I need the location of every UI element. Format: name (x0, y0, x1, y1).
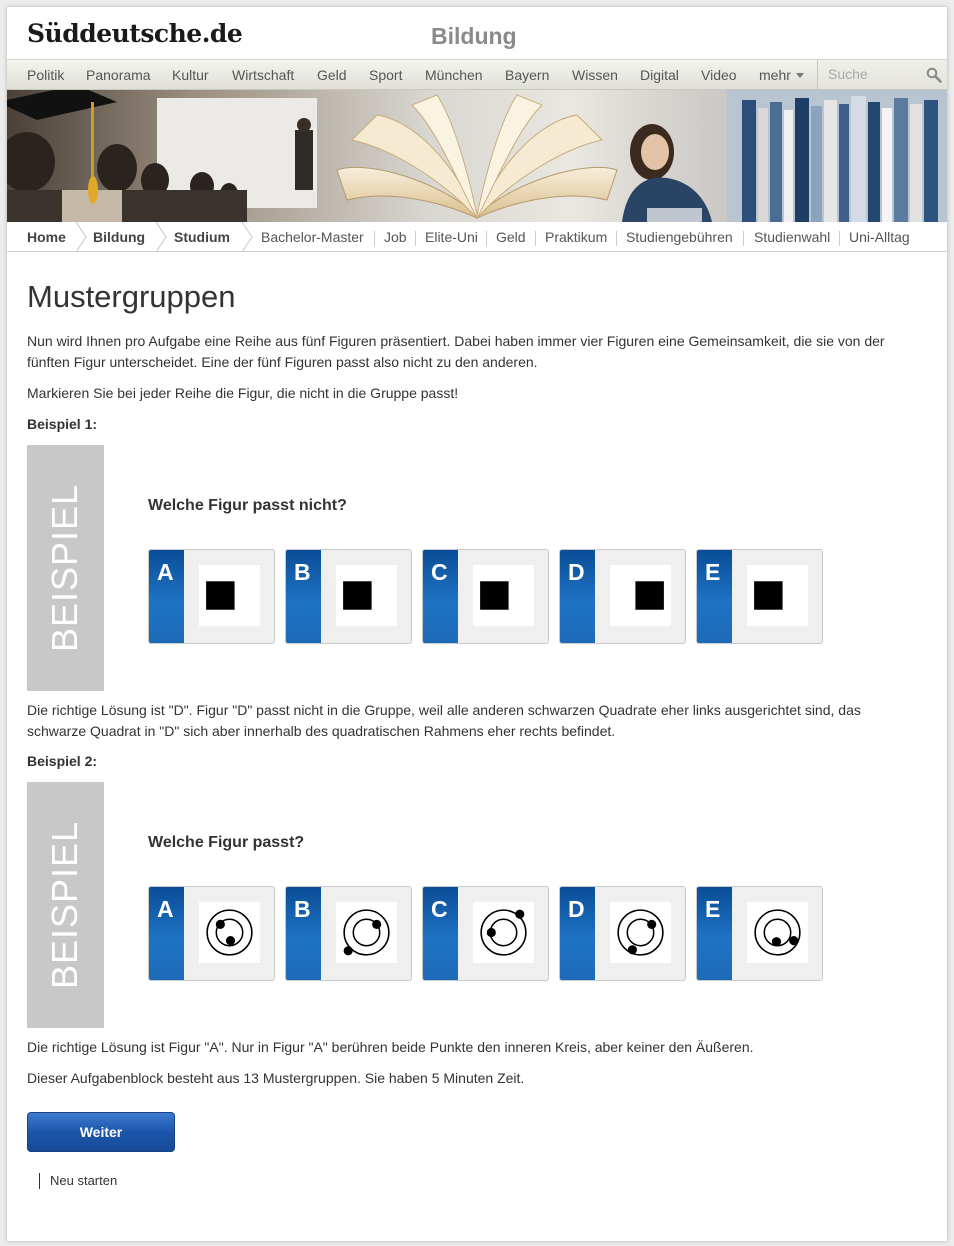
option-letter: E (705, 559, 721, 585)
subnav-divider (535, 231, 536, 246)
page-title: Mustergruppen (27, 279, 236, 314)
option-figure (747, 902, 808, 963)
breadcrumb-separator-icon (75, 222, 87, 252)
option-letter-tab (286, 887, 321, 980)
example1-option-b[interactable] (285, 549, 412, 644)
black-square-in-frame-icon (473, 565, 534, 626)
example1-question: Welche Figur passt nicht? (148, 497, 347, 514)
breadcrumb-home[interactable]: Home (27, 229, 66, 245)
chevron-down-icon (796, 73, 804, 78)
option-letter-tab (423, 887, 458, 980)
subnav-item-elite-uni[interactable]: Elite-Uni (425, 229, 478, 245)
example2-label: Beispiel 2: (27, 753, 98, 769)
nav-item-video[interactable]: Video (701, 67, 737, 83)
option-letter: B (294, 559, 311, 585)
option-figure (473, 565, 534, 626)
sub-nav (7, 222, 947, 252)
two-dots-on-concentric-circles-icon (610, 902, 671, 963)
option-letter: E (705, 896, 721, 922)
subnav-item-uni-alltag[interactable]: Uni-Alltag (849, 229, 910, 245)
example1-label: Beispiel 1: (27, 416, 98, 432)
example1-bar-text: BEISPIEL (44, 483, 85, 653)
option-letter: B (294, 896, 311, 922)
option-figure (610, 565, 671, 626)
option-letter: A (157, 896, 174, 922)
subnav-item-geld[interactable]: Geld (496, 229, 526, 245)
option-letter-tab (149, 887, 184, 980)
example1-option-e[interactable] (696, 549, 823, 644)
main-nav (7, 59, 947, 90)
example2-solution: Die richtige Lösung ist Figur "A". Nur in Figur "A" berühren beide Punkte den inneren Kreis, aber keiner den Äußeren. (27, 1039, 754, 1055)
example2-option-d[interactable] (559, 886, 686, 981)
option-letter: A (157, 559, 174, 585)
nav-item-kultur[interactable]: Kultur (172, 67, 209, 83)
option-figure (199, 565, 260, 626)
subnav-item-studienwahl[interactable]: Studienwahl (754, 229, 831, 245)
example1-block (27, 445, 827, 691)
option-letter: C (431, 896, 448, 922)
option-letter-tab (149, 550, 184, 643)
subnav-divider (486, 231, 487, 246)
nav-item-panorama[interactable]: Panorama (86, 67, 151, 83)
search-input[interactable] (828, 66, 918, 82)
subnav-divider (415, 231, 416, 246)
nav-item-muenchen[interactable]: München (425, 67, 483, 83)
restart-link[interactable]: Neu starten (39, 1173, 117, 1189)
subnav-divider (374, 231, 375, 246)
example1-solution: Die richtige Lösung ist "D". Figur "D" passt nicht in die Gruppe, weil alle anderen schwarzen Quadrate eher links ausgerichtet sind, das schwarze Quadrat in "D" sich aber innerhalb des quadratischen Rahmens eher rechts befindet. (27, 702, 861, 739)
option-figure (473, 902, 534, 963)
example2-bar-text: BEISPIEL (44, 820, 85, 990)
black-square-in-frame-icon (336, 565, 397, 626)
intro-text: Nun wird Ihnen pro Aufgabe eine Reihe aus fünf Figuren präsentiert. Dabei haben immer vier Figuren eine Gemeinsamkeit, die sie von der fünften Figur unterscheidet. Eine der fünf Figuren passt also nicht zu den anderen. (27, 333, 885, 370)
option-letter-tab (697, 887, 732, 980)
nav-item-wissen[interactable]: Wissen (572, 67, 618, 83)
search-icon[interactable] (926, 67, 942, 83)
nav-item-mehr[interactable] (759, 67, 804, 83)
option-letter: C (431, 559, 448, 585)
two-dots-on-concentric-circles-icon (199, 902, 260, 963)
option-figure (610, 902, 671, 963)
example1-option-d[interactable] (559, 549, 686, 644)
example2-question: Welche Figur passt? (148, 834, 305, 851)
nav-item-geld[interactable]: Geld (317, 67, 347, 83)
example1-option-a[interactable] (148, 549, 275, 644)
header-banner-image (7, 90, 947, 222)
two-dots-on-concentric-circles-icon (747, 902, 808, 963)
black-square-in-frame-icon (610, 565, 671, 626)
site-header (7, 7, 947, 59)
option-letter-tab (697, 550, 732, 643)
page-frame (7, 7, 947, 1241)
option-figure (336, 902, 397, 963)
two-dots-on-concentric-circles-icon (473, 902, 534, 963)
nav-item-politik[interactable]: Politik (27, 67, 65, 83)
subnav-divider (743, 231, 744, 246)
two-dots-on-concentric-circles-icon (336, 902, 397, 963)
subnav-item-studiengebuehren[interactable]: Studiengebühren (626, 229, 733, 245)
option-figure (199, 902, 260, 963)
option-figure (747, 565, 808, 626)
subnav-item-praktikum[interactable]: Praktikum (545, 229, 608, 245)
instruction-text: Markieren Sie bei jeder Reihe die Figur, die nicht in die Gruppe passt! (27, 385, 459, 401)
nav-item-wirtschaft[interactable]: Wirtschaft (232, 67, 295, 83)
example2-option-c[interactable] (422, 886, 549, 981)
option-letter-tab (560, 887, 595, 980)
subnav-divider (616, 231, 617, 246)
option-letter: D (568, 896, 585, 922)
option-letter: D (568, 559, 585, 585)
example2-side-bar (27, 782, 104, 1028)
option-letter-tab (286, 550, 321, 643)
weiter-button[interactable]: Weiter (27, 1112, 175, 1152)
option-letter-tab (423, 550, 458, 643)
search-box (817, 60, 947, 89)
subnav-item-bachelor-master[interactable]: Bachelor-Master (261, 229, 364, 245)
breadcrumb-separator-icon (155, 222, 167, 252)
nav-item-sport[interactable]: Sport (369, 67, 403, 83)
black-square-in-frame-icon (199, 565, 260, 626)
breadcrumb-studium[interactable]: Studium (174, 229, 230, 245)
section-title[interactable]: Bildung (431, 23, 517, 49)
nav-item-bayern[interactable]: Bayern (505, 67, 550, 83)
breadcrumb-separator-icon (241, 222, 253, 252)
option-figure (336, 565, 397, 626)
option-letter-tab (560, 550, 595, 643)
example1-option-c[interactable] (422, 549, 549, 644)
nav-mehr-label: mehr (759, 67, 791, 83)
example2-option-a[interactable] (148, 886, 275, 981)
nav-item-digital[interactable]: Digital (640, 67, 679, 83)
breadcrumb-bildung[interactable]: Bildung (93, 229, 146, 245)
example1-side-bar (27, 445, 104, 691)
info-text: Dieser Aufgabenblock besteht aus 13 Mustergruppen. Sie haben 5 Minuten Zeit. (27, 1070, 525, 1086)
example2-option-b[interactable] (285, 886, 412, 981)
example2-block (27, 782, 827, 1028)
example2-option-e[interactable] (696, 886, 823, 981)
black-square-in-frame-icon (747, 565, 808, 626)
site-logo[interactable]: Süddeutsche.de (27, 19, 243, 48)
banner-illustration (7, 90, 947, 222)
subnav-divider (839, 231, 840, 246)
subnav-item-job[interactable]: Job (384, 229, 407, 245)
